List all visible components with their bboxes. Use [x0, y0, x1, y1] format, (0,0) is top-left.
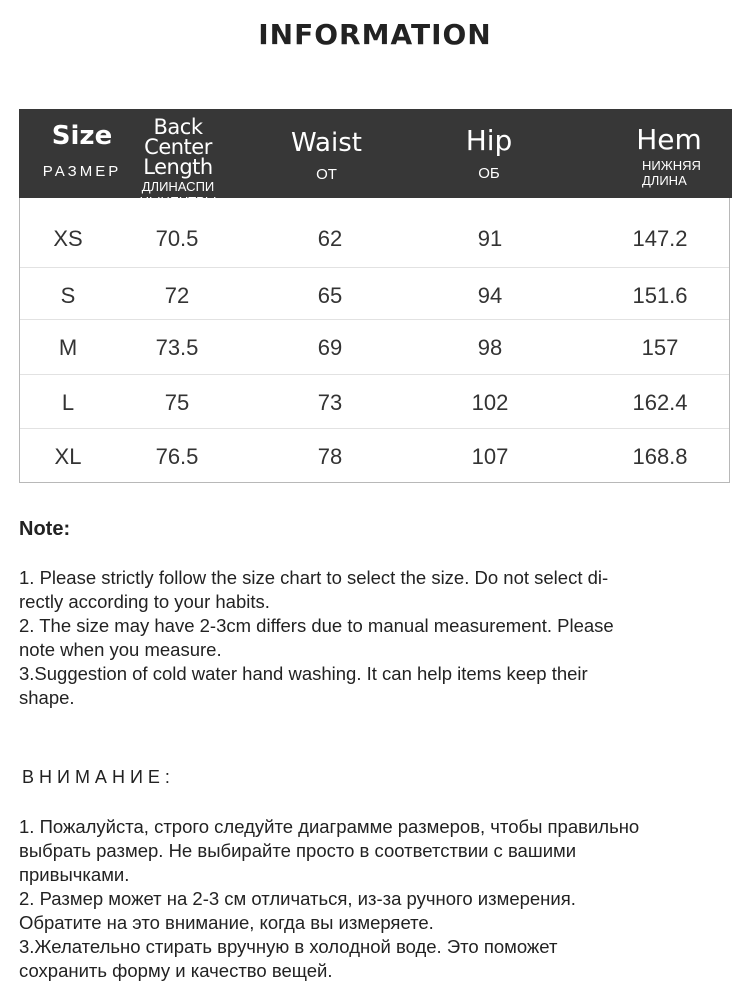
ru-note-line: сохранить форму и качество вещей.	[19, 960, 333, 981]
header-back-center-line1: Back Center	[144, 115, 212, 159]
cell-hem: 157	[641, 335, 679, 360]
cell-back-center-length: 73.5	[155, 335, 199, 360]
cell-hem: 168.8	[632, 444, 688, 469]
ru-note-line: выбрать размер. Не выбирайте просто в соответствии с вашими	[19, 840, 577, 861]
cell-hip: 102	[471, 390, 509, 415]
header-hem-sub2: ДЛИНА	[642, 173, 687, 188]
table-row	[20, 267, 729, 323]
cell-hem: 151.6	[632, 283, 688, 308]
ru-note-line: 2. Размер может на 2-3 см отличаться, из-за ручного измерения.	[19, 888, 576, 909]
header-back-center-length	[117, 117, 239, 209]
cell-waist: 78	[317, 444, 343, 469]
header-back-center-line2: Length	[143, 155, 213, 179]
cell-waist: 73	[317, 390, 343, 415]
note-line: 2. The size may have 2-3cm differs due to manual measurement. Please	[19, 615, 614, 636]
note-heading: Note:	[19, 518, 71, 540]
header-waist	[269, 127, 384, 182]
header-back-center-sub1: ДЛИНАСПИ	[141, 179, 215, 194]
cell-back-center-length: 70.5	[155, 226, 199, 251]
note-line: 1. Please strictly follow the size chart to select the size. Do not select di-	[19, 567, 609, 588]
ru-note-line: Обратите на это внимание, когда вы измеряете.	[19, 912, 434, 933]
page-title: INFORMATION	[258, 18, 492, 51]
cell-waist: 65	[317, 283, 343, 308]
cell-waist: 69	[317, 335, 343, 360]
ru-note-text	[19, 815, 734, 983]
cell-back-center-length: 72	[164, 283, 190, 308]
cell-hem: 162.4	[632, 390, 688, 415]
cell-size: XL	[54, 444, 82, 469]
cell-size: M	[58, 335, 78, 360]
note-line: note when you measure.	[19, 639, 222, 660]
cell-hip: 107	[471, 444, 509, 469]
cell-waist: 62	[317, 226, 343, 251]
ru-note-line: 3.Желательно стирать вручную в холодной воде. Это поможет	[19, 936, 558, 957]
header-hem-label: Hem	[636, 123, 702, 156]
table-row	[20, 374, 729, 430]
ru-note-heading: ВНИМАНИЕ:	[22, 767, 175, 787]
header-waist-label: Waist	[291, 128, 362, 158]
ru-note-line: 1. Пожалуйста, строго следуйте диаграмме размеров, чтобы правильно	[19, 816, 640, 837]
header-size-sublabel: РАЗМЕР	[42, 163, 122, 180]
note-line: rectly according to your habits.	[19, 591, 270, 612]
note-line: 3.Suggestion of cold water hand washing. It can help items keep their	[19, 663, 588, 684]
ru-note-line: привычками.	[19, 864, 130, 885]
cell-back-center-length: 75	[164, 390, 190, 415]
table-header	[19, 109, 732, 209]
cell-hip: 91	[477, 226, 503, 251]
table-row	[20, 319, 729, 375]
header-waist-sublabel: ОТ	[316, 166, 337, 183]
cell-size: S	[60, 283, 76, 308]
cell-hip: 94	[477, 283, 503, 308]
cell-size: L	[61, 390, 75, 415]
header-hip	[429, 124, 549, 181]
header-hem-sub1: НИЖНЯЯ	[642, 158, 701, 173]
cell-hem: 147.2	[632, 226, 688, 251]
table-row	[20, 428, 729, 484]
note-text	[19, 566, 734, 710]
cell-hip: 98	[477, 335, 503, 360]
size-chart-table	[19, 109, 730, 483]
header-hip-sublabel: ОБ	[478, 165, 500, 182]
header-size-label: Size	[51, 121, 113, 151]
cell-size: XS	[53, 226, 83, 251]
header-hem	[614, 124, 724, 188]
note-line: shape.	[19, 687, 75, 708]
cell-back-center-length: 76.5	[155, 444, 199, 469]
header-hip-label: Hip	[465, 124, 513, 157]
header-back-center-sub2: НЫЦЕНТРЫ	[139, 194, 217, 209]
table-row	[20, 211, 729, 266]
